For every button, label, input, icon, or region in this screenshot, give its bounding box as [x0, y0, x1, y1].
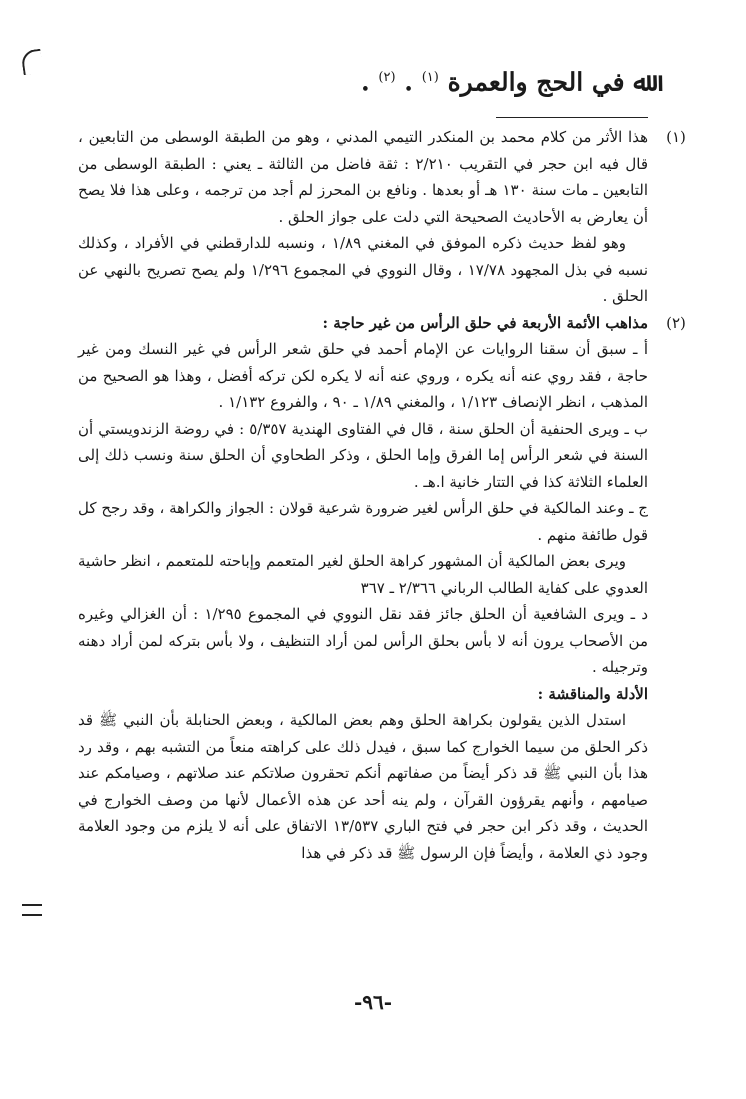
running-header — [88, 60, 648, 100]
header-dot-2: . — [360, 67, 370, 97]
footnotes — [78, 124, 686, 866]
continuation-mark — [22, 904, 42, 916]
header-title: ﷲ في الحج والعمرة — [447, 67, 648, 97]
page-number: -٩٦- — [353, 990, 393, 1014]
corner-bracket-mark — [20, 49, 43, 76]
footnote-paragraph: ج ـ وعند المالكية في حلق الرأس لغير ضرورة شرعية قولان : الجواز والكراهة ، وقد رجح كل قول طائفة منهم . — [78, 499, 648, 544]
header-dot-1: . — [404, 67, 413, 97]
footnote-2 — [78, 310, 686, 867]
footnote-paragraph: هذا الأثر من كلام محمد بن المنكدر التيمي المدني ، وهو من الطبقة الوسطى من التابعين ، قال فيه ابن حجر في التقريب ٢/٢١٠ : ثقة فاضل من الثالثة ـ يعني : الطبقة الوسطى من التابعين ـ مات سنة ١٣٠ هـ أو بعدها . ونافع بن المحرز لم أجد من ترجمه ، وعلى هذا فلا يصح أن يعارض به الأحاديث الصحيحة التي دلت على جواز الحلق . — [78, 128, 648, 226]
evidence-heading: الأدلة والمناقشة : — [537, 684, 648, 703]
footnote-paragraph: د ـ ويرى الشافعية أن الحلق جائز فقد نقل النووي في المجموع ١/٢٩٥ : أن الغزالي وغيره من الأصحاب يرون أنه لا بأس بحلق الرأس لمن أراد التنظيف ، ولا بأس بتركه لمن أراد دهنه وترجيله . — [78, 605, 648, 676]
evidence-paragraph: استدل الذين يقولون بكراهة الحلق وهم بعض المالكية ، وبعض الحنابلة بأن النبي ﷺ قد ذكر الحلق من سيما الخوارج كما سبق ، فيدل ذلك على كراهته منعاً من التشبه بهم ، وقد رد هذا بأن النبي ﷺ قد ذكر أيضاً من صفاتهم أنكم تحقرون صلاتكم عند صلاتهم ، وصيامكم عند صيامهم ، وأنهم يقرؤون القرآن ، ولم ينه أحد عن هذه الأعمال لأنها من وصف الخوارج في الحديث ، وقد ذكر ابن حجر في فتح الباري ١٣/٥٣٧ الاتفاق على أنه لا يلزم من وجود العلامة وجود ذي العلامة ، وأيضاً فإن الرسول ﷺ قد ذكر في هذا — [78, 711, 648, 862]
footnote-paragraph: وهو لفظ حديث ذكره الموفق في المغني ١/٨٩ ، ونسبه للدارقطني في الأفراد ، وكذلك نسبه في بذل المجهود ١٧/٧٨ ، وقال النووي في المجموع ١/٢٩٦ ولم يصح تصريح بالنهي عن الحلق . — [78, 234, 649, 305]
footnote-ref-2: (٢) — [378, 70, 396, 85]
footnote-ref-1: (١) — [421, 70, 439, 85]
footnote-paragraph: ب ـ ويرى الحنفية أن الحلق سنة ، قال في الفتاوى الهندية ٥/٣٥٧ : في روضة الزندويستي أن السنة في شعر الرأس إما الفرق وإما الحلق ، وذكر الطحاوي أن الحلق سنة ونسب ذلك إلى العلماء الثلاثة كذا في التتار خانية ا.هـ . — [78, 419, 648, 491]
footnote-number: (٢) — [666, 313, 686, 332]
footnote-separator — [496, 117, 648, 118]
footnote-1 — [78, 124, 686, 310]
footnote-number: (١) — [666, 128, 686, 146]
section-heading: مذاهب الأئمة الأربعة في حلق الرأس من غير حاجة : — [322, 313, 648, 332]
footnote-paragraph: ويرى بعض المالكية أن المشهور كراهة الحلق لغير المتعمم وإباحته للمتعمم ، انظر حاشية العدوي على كفاية الطالب الرباني ٢/٣٦٦ ـ ٣٦٧ — [78, 552, 648, 597]
footnote-paragraph: أ ـ سبق أن سقنا الروايات عن الإمام أحمد في حلق شعر الرأس في غير النسك ومن غير حاجة ، فقد روي عنه أنه يكره ، وروي عنه أنه لا يكره لكن تركه أفضل ، وهذا هو الصحيح من المذهب ، انظر الإنصاف ١/١٢٣ ، والمغني ١/٨٩ ـ ٩٠ ، والفروع ١/١٣٢ . — [78, 340, 648, 411]
